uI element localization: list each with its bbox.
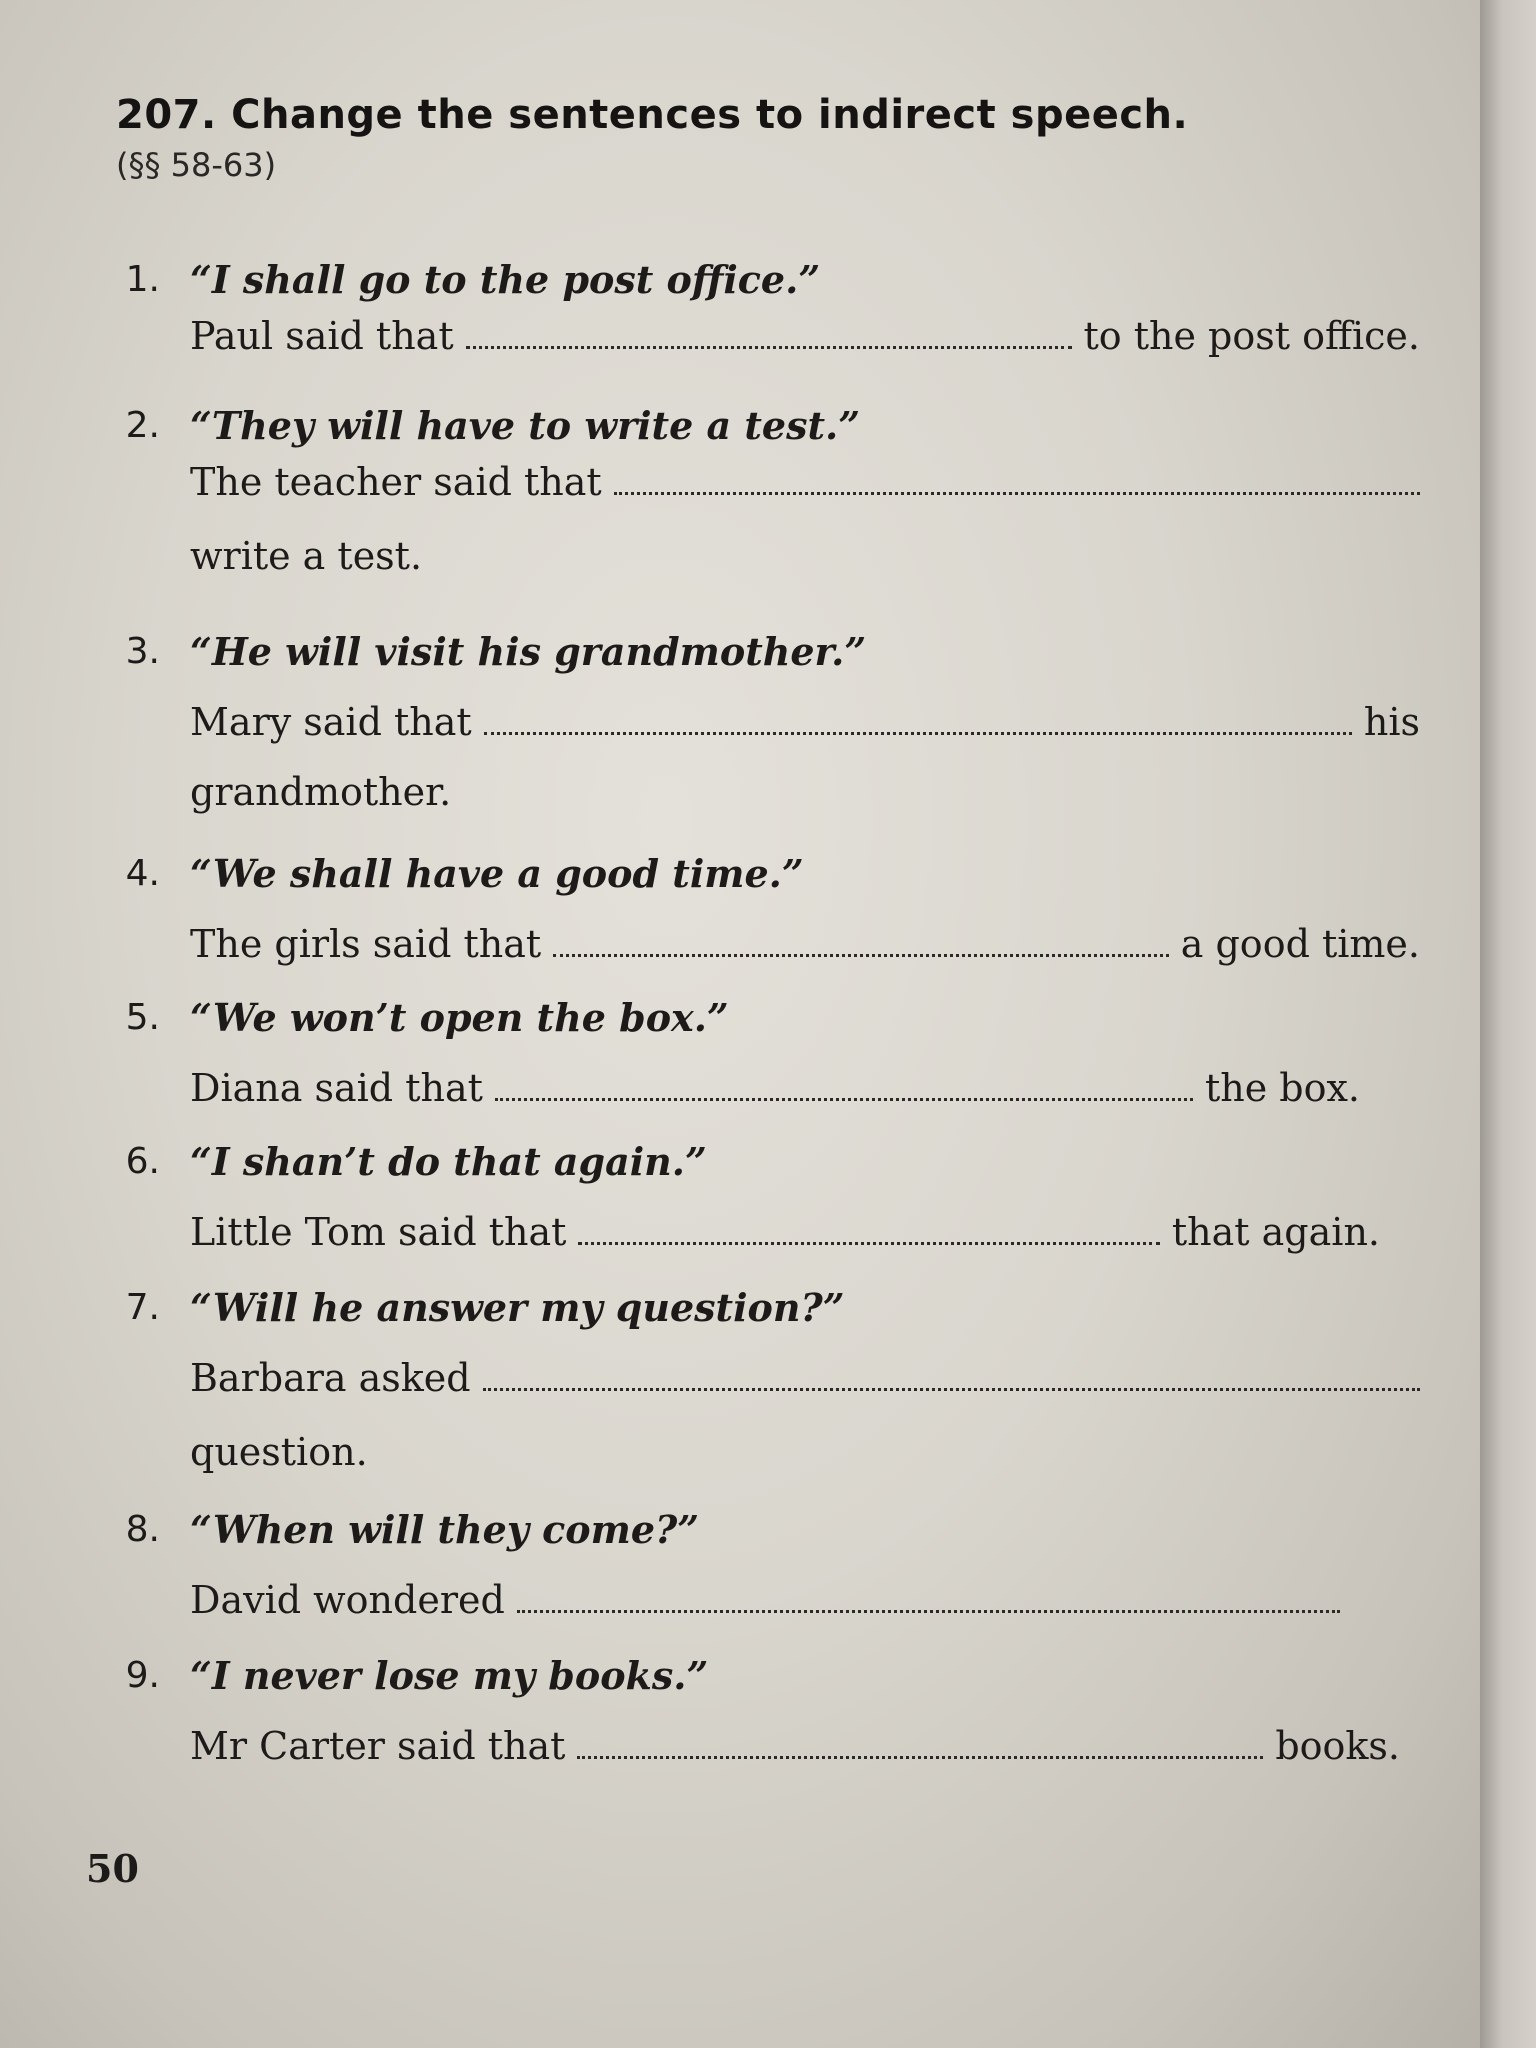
answer-lead: Mr Carter said that — [190, 1724, 566, 1768]
answer-line — [190, 1572, 1340, 1628]
answer-lead: Paul said that — [190, 314, 454, 358]
item-number: 8. — [125, 1509, 160, 1550]
answer-line — [190, 1204, 1380, 1260]
answer-line — [190, 1718, 1400, 1774]
direct-speech-quote: “They will have to write a test.” — [190, 403, 861, 448]
answer-tail: to the post office. — [1083, 314, 1420, 358]
page-number: 50 — [86, 1846, 139, 1891]
direct-speech-quote: “He will visit his grandmother.” — [190, 629, 867, 674]
answer-tail: books. — [1275, 1724, 1400, 1768]
answer-blank[interactable] — [466, 316, 1072, 349]
answer-lead: The teacher said that — [190, 460, 602, 504]
item-number: 4. — [125, 853, 160, 894]
exercise-item-4 — [100, 846, 1420, 972]
item-number: 1. — [125, 259, 160, 300]
answer-lead: Mary said that — [190, 700, 472, 744]
answer-lead: David wondered — [190, 1578, 505, 1622]
exercise-item-8 — [100, 1502, 1420, 1628]
answer-lead: Diana said that — [190, 1066, 483, 1110]
answer-blank[interactable] — [578, 1212, 1159, 1245]
item-number: 5. — [125, 997, 160, 1038]
exercise-reference: (§§ 58-63) — [116, 146, 277, 184]
answer-line — [190, 454, 1420, 510]
answer-blank[interactable] — [483, 1358, 1420, 1391]
item-number: 6. — [125, 1141, 160, 1182]
item-number: 9. — [125, 1655, 160, 1696]
answer-lead: Barbara asked — [190, 1356, 471, 1400]
answer-continuation: grandmother. — [190, 770, 452, 814]
exercise-item-2 — [100, 398, 1420, 584]
answer-tail: his — [1363, 700, 1420, 744]
answer-line — [190, 694, 1420, 750]
exercise-title: 207. Change the sentences to indirect speech. — [116, 92, 1189, 138]
exercise-header — [116, 92, 1188, 184]
answer-tail: that again. — [1171, 1210, 1380, 1254]
answer-line — [190, 1350, 1420, 1406]
direct-speech-quote: “We won’t open the box.” — [190, 995, 729, 1040]
page-edge — [1480, 0, 1536, 2048]
exercise-item-7 — [100, 1280, 1420, 1480]
answer-blank[interactable] — [484, 702, 1352, 735]
answer-line — [190, 1060, 1360, 1116]
answer-lead: Little Tom said that — [190, 1210, 567, 1254]
direct-speech-quote: “When will they come?” — [190, 1507, 700, 1552]
item-number: 7. — [125, 1287, 160, 1328]
answer-line — [190, 308, 1420, 364]
direct-speech-quote: “We shall have a good time.” — [190, 851, 804, 896]
answer-continuation: question. — [190, 1430, 368, 1474]
exercise-item-3 — [100, 624, 1420, 820]
exercise-item-9 — [100, 1648, 1420, 1774]
answer-blank[interactable] — [517, 1580, 1340, 1613]
item-number: 3. — [125, 631, 160, 672]
direct-speech-quote: “I never lose my books.” — [190, 1653, 709, 1698]
exercise-item-5 — [100, 990, 1420, 1116]
answer-lead: The girls said that — [190, 922, 542, 966]
answer-blank[interactable] — [577, 1726, 1263, 1759]
exercise-item-6 — [100, 1134, 1420, 1260]
direct-speech-quote: “I shall go to the post office.” — [190, 257, 821, 302]
answer-blank[interactable] — [495, 1068, 1193, 1101]
item-number: 2. — [125, 405, 160, 446]
answer-tail: the box. — [1204, 1066, 1360, 1110]
direct-speech-quote: “Will he answer my question?” — [190, 1285, 845, 1330]
answer-line — [190, 916, 1420, 972]
answer-blank[interactable] — [614, 462, 1420, 495]
answer-blank[interactable] — [553, 924, 1169, 957]
answer-continuation: write a test. — [190, 534, 423, 578]
direct-speech-quote: “I shan’t do that again.” — [190, 1139, 707, 1184]
answer-tail: a good time. — [1180, 922, 1420, 966]
exercise-item-1 — [100, 252, 1420, 364]
